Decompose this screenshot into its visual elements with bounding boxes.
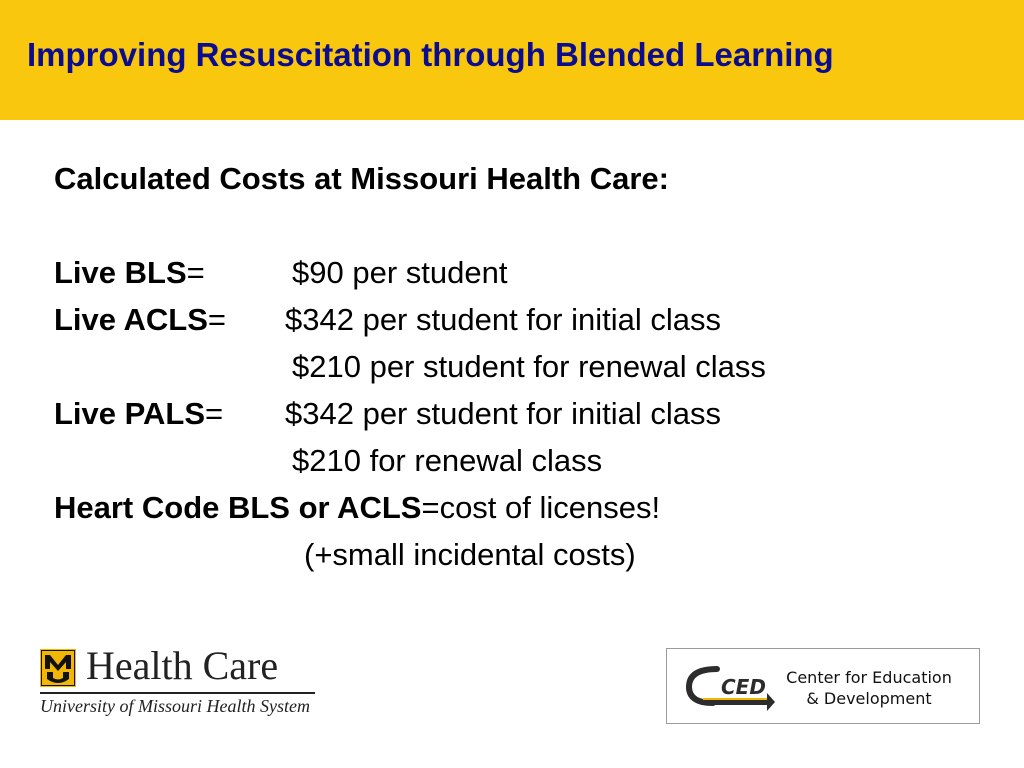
ced-logo [666,648,980,724]
row-equals: = [186,255,205,290]
cost-row-heart-code-note [54,531,669,578]
cost-row-live-bls [54,249,669,296]
row-label: Live PALS [54,396,206,431]
cost-row-live-pals [54,390,721,437]
row-value: $210 per student for renewal class [292,349,766,384]
mu-shield-icon [40,649,76,687]
slide-title: Improving Resuscitation through Blended Learning [27,36,834,73]
cost-row-live-pals-renewal [54,437,669,484]
row-label: Heart Code BLS or ACLS [54,490,422,525]
ced-logo-icon [683,663,775,711]
row-value: $90 per student [292,255,508,290]
mu-logo-name: Health Care [86,643,279,688]
row-value: $210 for renewal class [292,443,603,478]
header-bar [0,0,1024,120]
row-label: Live ACLS [54,302,208,337]
slide-content [54,155,766,578]
mu-logo-divider [40,692,315,694]
ced-mark-text: CED [721,675,766,699]
row-equals: = [421,490,440,525]
ced-logo-line1: Center for Education [786,668,952,687]
mu-health-care-logo [40,643,320,718]
cost-row-heart-code [54,484,669,531]
cost-row-live-acls [54,296,721,343]
content-heading: Calculated Costs at Missouri Health Care: [54,161,669,196]
row-value: (+small incidental costs) [304,537,636,572]
mu-logo-subtitle: University of Missouri Health System [40,696,310,716]
row-value: $342 per student for initial class [285,396,721,431]
row-label: Live BLS [54,255,187,290]
row-equals: = [207,302,226,337]
cost-row-live-acls-renewal [54,343,766,390]
ced-logo-text [781,667,957,709]
row-equals: = [205,396,224,431]
ced-logo-line2: & Development [806,689,932,708]
row-value: cost of licenses! [439,490,661,525]
spacer [54,202,669,249]
row-value: $342 per student for initial class [285,302,721,337]
